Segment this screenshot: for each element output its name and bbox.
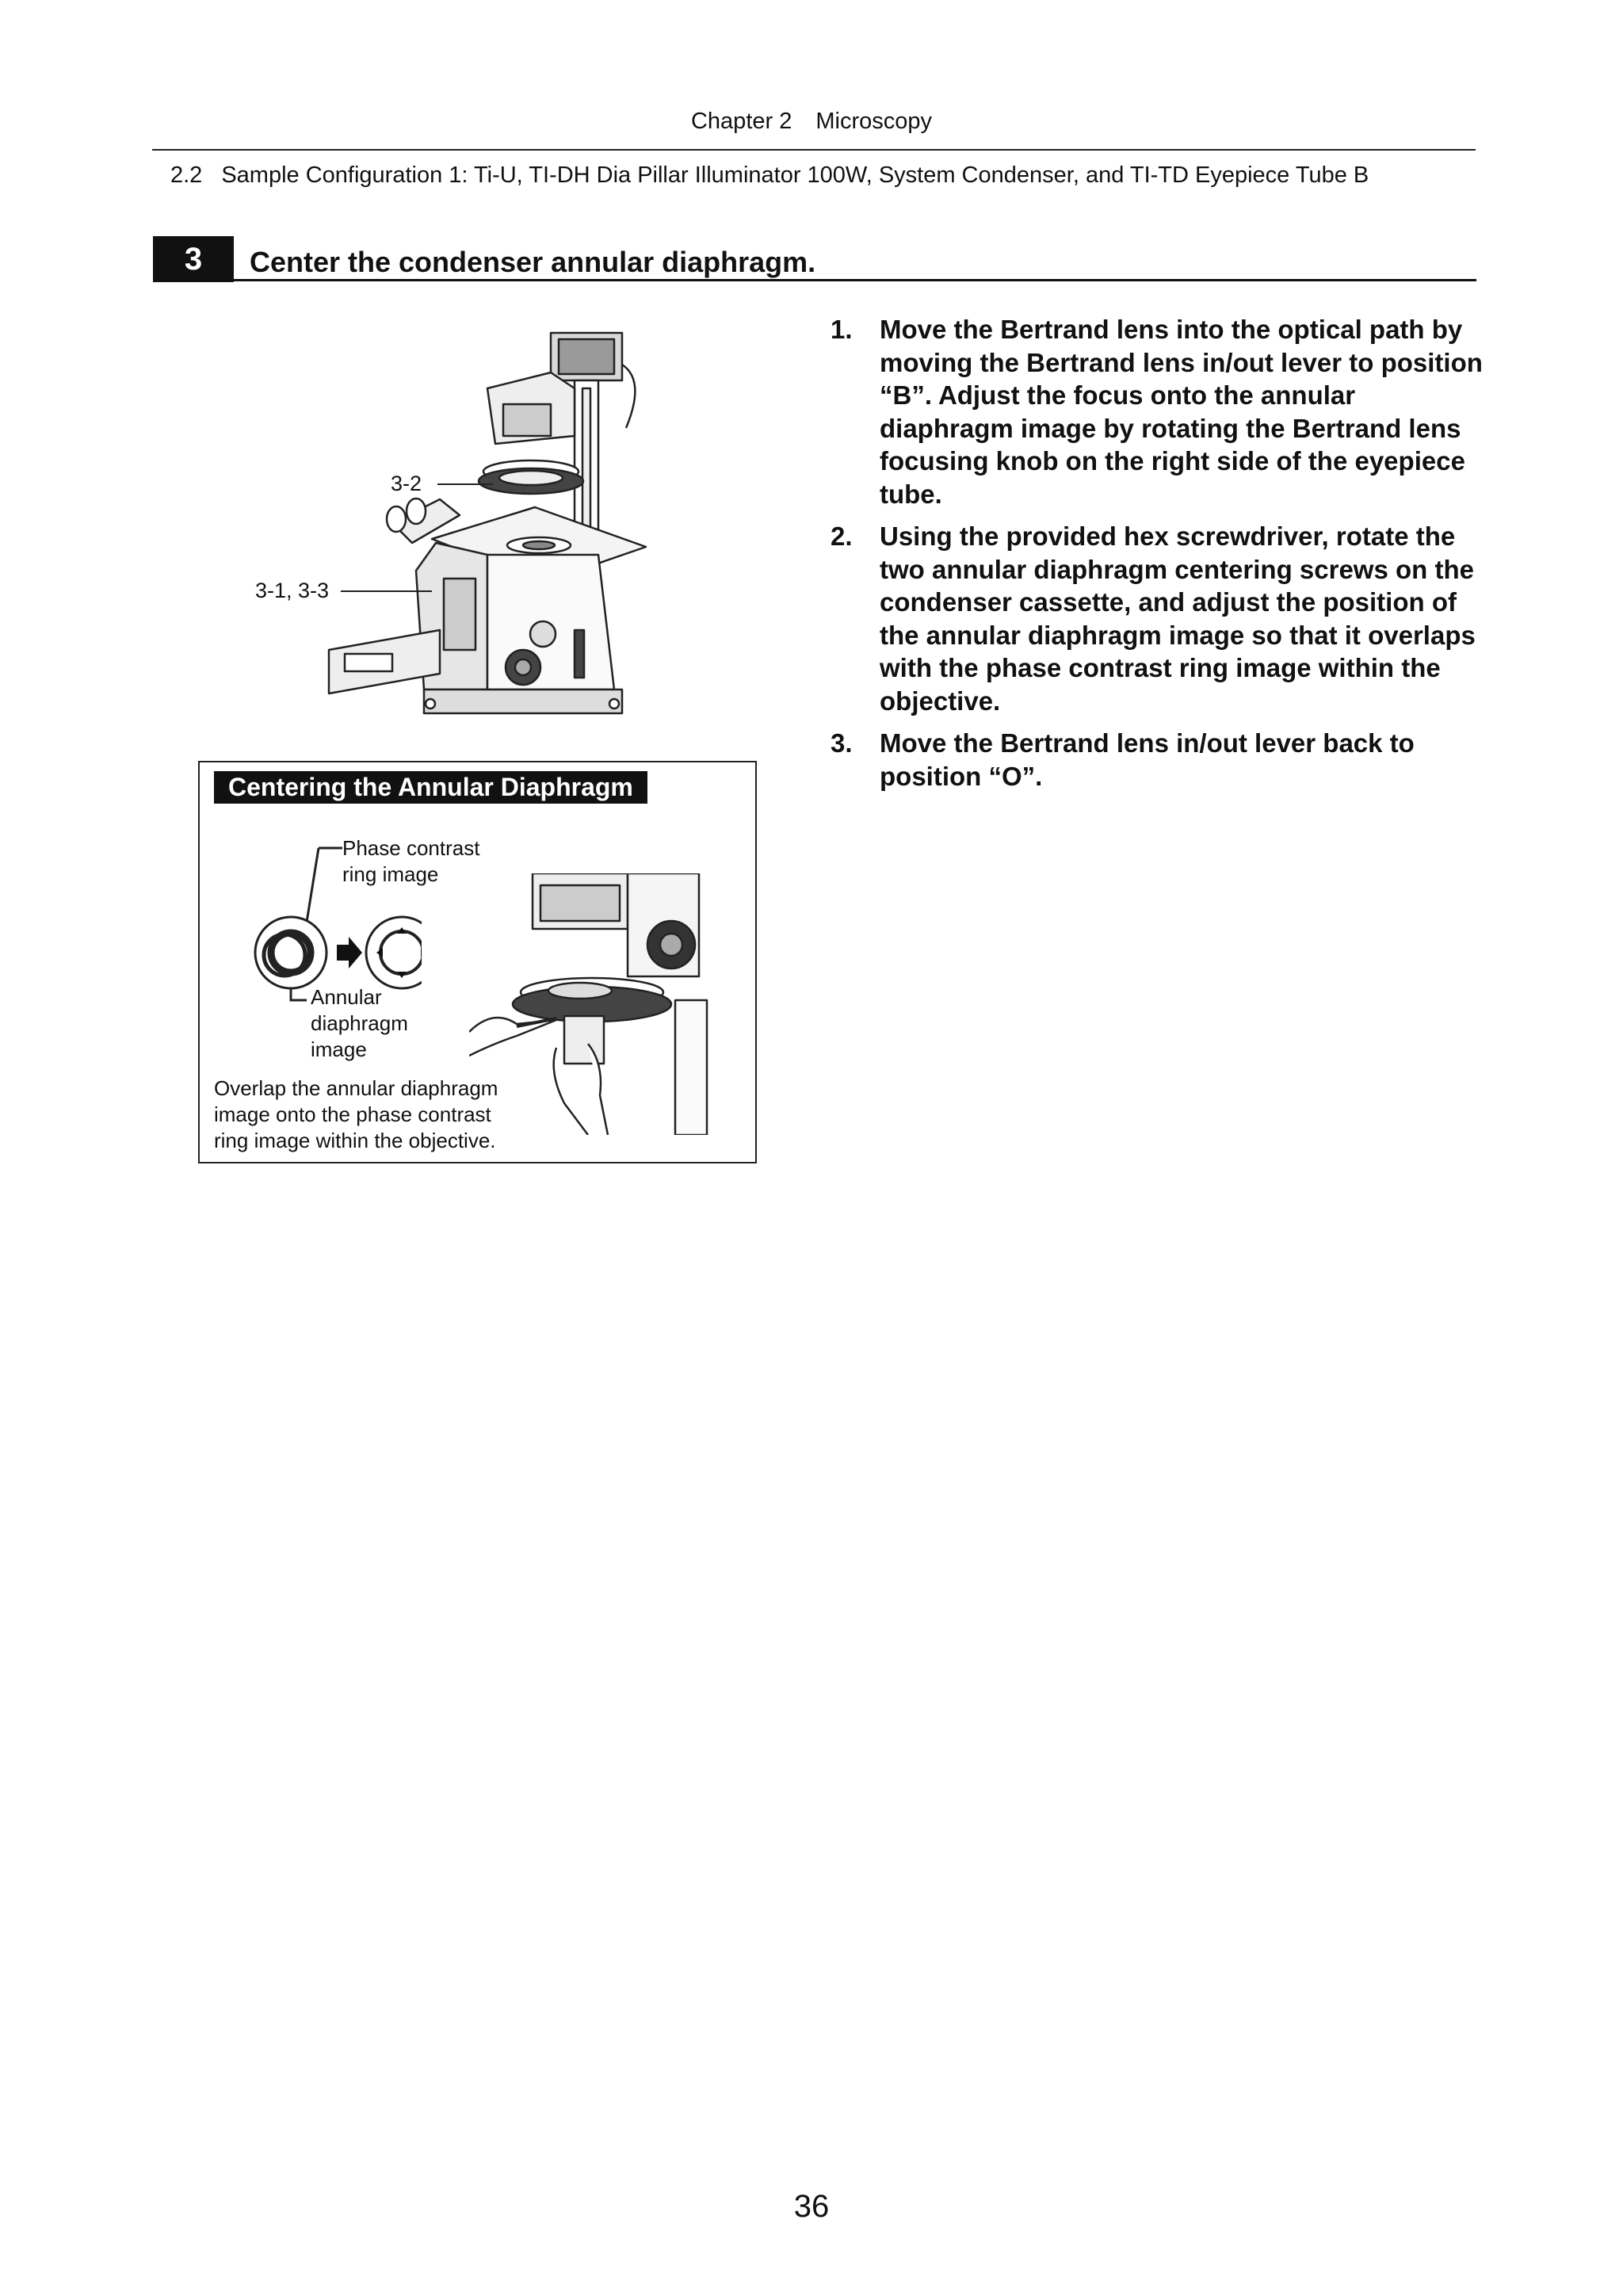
section-number: 2.2 bbox=[170, 162, 203, 188]
callout-3-1-3-3: 3-1, 3-3 bbox=[255, 579, 330, 602]
section-title bbox=[170, 162, 1369, 189]
condenser-adjustment-illustration bbox=[469, 873, 750, 1135]
page-number: 36 bbox=[793, 2189, 830, 2224]
chapter-label: Chapter 2 bbox=[690, 109, 792, 134]
instruction-list bbox=[831, 313, 1488, 802]
microscope-illustration bbox=[313, 317, 662, 725]
instruction-item: 1. Move the Bertrand lens into the optical path by moving the Bertrand lens in/out lever to position “B”. Adjust the focus onto the annular diaphragm image by rotating the Bertrand lens focusing knob on the right side of the eyepiece tube. bbox=[831, 315, 1483, 509]
instruction-item: 2. Using the provided hex screwdriver, rotate the two annular diaphragm centering screws on the condenser cassette, and adjust the position of the annular diaphragm image so that it overlaps with the phase contrast ring image within the objective. bbox=[831, 521, 1476, 716]
annular-diaphragm-label: Annular diaphragm image bbox=[311, 985, 408, 1061]
chapter-title: Microscopy bbox=[815, 109, 932, 134]
header-rule bbox=[152, 149, 1476, 151]
callout-3-2: 3-2 bbox=[391, 472, 422, 495]
instruction-text: Move the Bertrand lens in/out lever back to position “O”. bbox=[880, 728, 1415, 791]
centering-box bbox=[198, 761, 757, 1163]
instruction-text: Using the provided hex screwdriver, rotate the two annular diaphragm centering screws on the condenser cassette, and adjust the position of the annular diaphragm image so that it overlaps with the phase contrast ring image within the objective. bbox=[880, 521, 1476, 716]
step-title: Center the condenser annular diaphragm. bbox=[250, 246, 816, 278]
instruction-item: 3. Move the Bertrand lens in/out lever back to position “O”. bbox=[831, 728, 1415, 791]
instruction-text: Move the Bertrand lens into the optical path by moving the Bertrand lens in/out lever to position “B”. Adjust the focus onto the annular diaphragm image by rotating the Bertrand lens focusing knob on the right side of the eyepiece tube. bbox=[880, 315, 1483, 509]
callout-3-1-3-3-leader bbox=[341, 590, 432, 592]
running-header bbox=[0, 109, 1623, 135]
callout-3-2-leader bbox=[437, 483, 493, 485]
step-rule bbox=[234, 279, 1476, 281]
section-name: Sample Configuration 1: Ti-U, TI-DH Dia Pillar Illuminator 100W, System Condenser, and TI-TD Eyepiece Tube B bbox=[221, 162, 1369, 188]
ring-diagram bbox=[247, 842, 422, 1024]
centering-caption: Overlap the annular diaphragm image onto the phase contrast ring image within the objective. bbox=[214, 1076, 498, 1152]
centering-box-title: Centering the Annular Diaphragm bbox=[214, 771, 647, 804]
arrow-right-icon bbox=[337, 937, 362, 968]
step-number-badge: 3 bbox=[153, 236, 234, 282]
phase-contrast-label: Phase contrast ring image bbox=[342, 836, 480, 886]
